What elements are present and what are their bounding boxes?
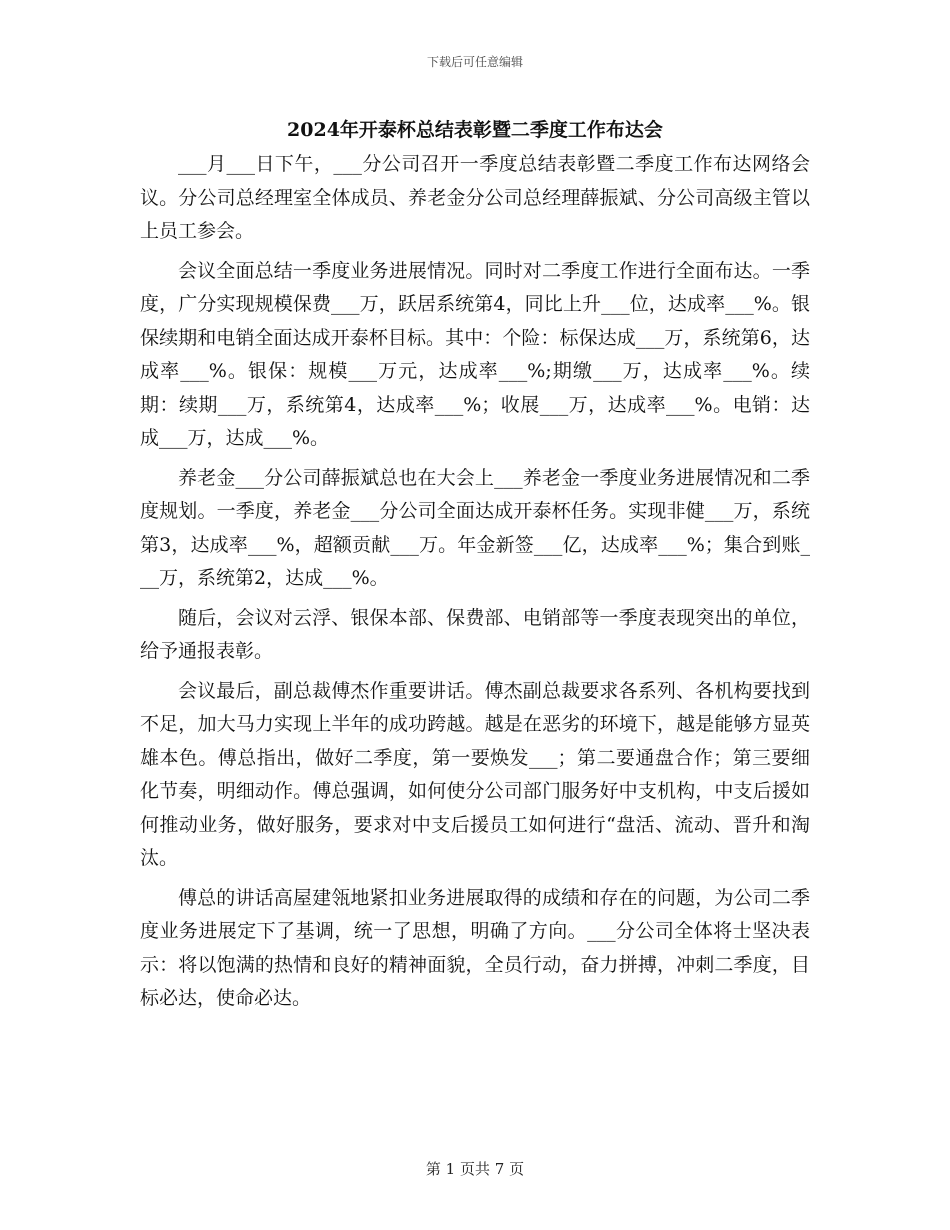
paragraph-meeting-intro: ___月___日下午，___分公司召开一季度总结表彰暨二季度工作布达网络会议。分公司总经理室全体成员、养老金分公司总经理薛振斌、分公司高级主管以上员工参会。 [140, 153, 810, 242]
page-number: 第 1 页共 7 页 [425, 1160, 525, 1178]
document-body [140, 148, 810, 1022]
paragraph-pension-report: 养老金___分公司薛振斌总也在大会上___养老金一季度业务进展情况和二季度规划。一季度，养老金___分公司全面达成开泰杯任务。实现非健___万，系统第3，达成率___%，超额贡献___万。年金新签___亿，达成率___%；集合到账___万，系统第2，达成___%。 [140, 466, 810, 589]
paragraph-conclusion: 傅总的讲话高屋建瓴地紧扣业务进展取得的成绩和存在的问题，为公司二季度业务进展定下了基调，统一了思想，明确了方向。___分公司全体将士坚决表示：将以饱满的热情和良好的精神面貌，全员行动，奋力拼搏，冲刺二季度，目标必达，使命必达。 [140, 886, 810, 1009]
page-header-note: 下载后可任意编辑 [426, 55, 523, 69]
paragraph-q1-summary: 会议全面总结一季度业务进展情况。同时对二季度工作进行全面布达。一季度，广分实现规模保费___万，跃居系统第4，同比上升___位，达成率___%。银保续期和电销全面达成开泰杯目标。其中：个险：标保达成___万，系统第6，达成率___%。银保：规模___万元，达成率___%;期缴___万，达成率___%。续期：续期___万，系统第4，达成率___%；收展___万，达成率___%。电销：达成___万，达成___%。 [140, 259, 810, 449]
paragraph-vp-speech: 会议最后，副总裁傅杰作重要讲话。傅杰副总裁要求各系列、各机构要找到不足，加大马力实现上半年的成功跨越。越是在恶劣的环境下，越是能够方显英雄本色。傅总指出，做好二季度，第一要焕发___；第二要通盘合作；第三要细化节奏，明细动作。傅总强调，如何使分公司部门服务好中支机构，中支后援如何推动业务，做好服务，要求对中支后援员工如何进行“盘活、流动、晋升和淘汰。 [140, 679, 810, 869]
paragraph-commendation: 随后，会议对云浮、银保本部、保费部、电销部等一季度表现突出的单位，给予通报表彰。 [140, 606, 810, 662]
document-title: 2024年开泰杯总结表彰暨二季度工作布达会 [287, 119, 663, 141]
